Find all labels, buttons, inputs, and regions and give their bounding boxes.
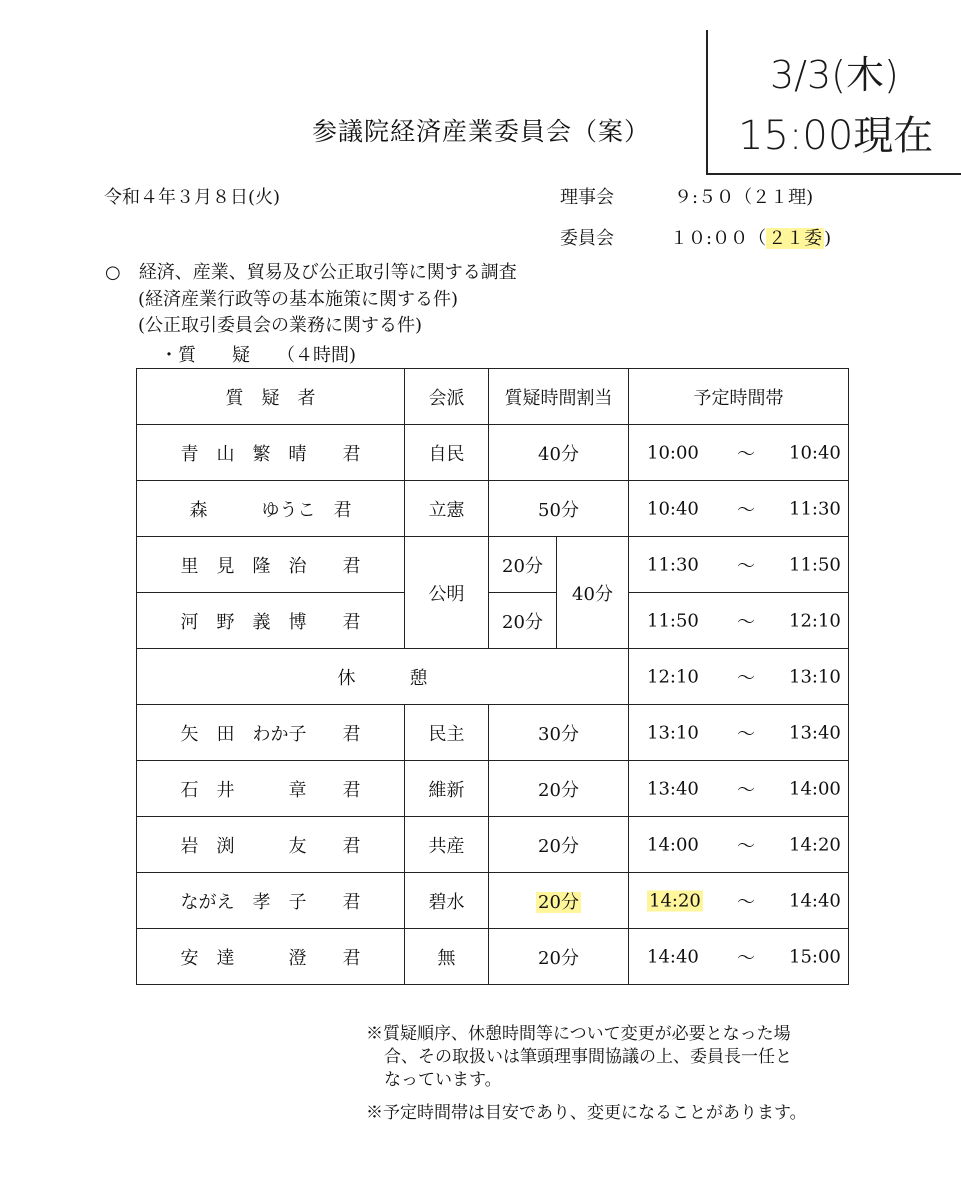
header-schedule: 予定時間帯 <box>629 369 849 425</box>
allotted-time: 20分 <box>489 929 629 985</box>
start-time: 14:40 <box>647 946 699 967</box>
time-separator: ～ <box>737 947 755 969</box>
handwritten-time: 15:00現在 <box>738 113 934 159</box>
time-slot <box>629 929 849 985</box>
start-time: 10:00 <box>647 442 699 463</box>
questioner-name: 安 達 澄 君 <box>137 929 405 985</box>
time-slot <box>629 537 849 593</box>
table-row-break <box>137 649 849 705</box>
end-time: 13:10 <box>789 666 841 687</box>
start-time-highlight: 14:20 <box>649 890 701 911</box>
time-separator: ～ <box>737 499 755 521</box>
allotted-time <box>489 873 629 929</box>
table-header-row <box>137 369 849 425</box>
party: 共産 <box>405 817 489 873</box>
end-time: 14:00 <box>789 778 841 799</box>
group-allotted-time: 40分 <box>557 537 629 649</box>
party: 自民 <box>405 425 489 481</box>
start-time: 13:40 <box>647 778 699 799</box>
start-time: 10:40 <box>647 498 699 519</box>
end-time: 13:40 <box>789 722 841 743</box>
table-row <box>137 929 849 985</box>
questioner-name: 青 山 繁 晴 君 <box>137 425 405 481</box>
start-time: 12:10 <box>647 666 699 687</box>
time-slot <box>629 705 849 761</box>
time-separator: ～ <box>737 443 755 465</box>
time-slot <box>629 873 849 929</box>
time-separator: ～ <box>737 835 755 857</box>
time-slot <box>629 761 849 817</box>
party: 碧水 <box>405 873 489 929</box>
time-slot <box>629 649 849 705</box>
table-row <box>137 537 849 593</box>
questioner-name: 岩 渕 友 君 <box>137 817 405 873</box>
party: 公明 <box>405 537 489 649</box>
table-row <box>137 481 849 537</box>
allotted-time: 40分 <box>489 425 629 481</box>
agenda-sub-2: (公正取引委員会の業務に関する件) <box>138 315 423 336</box>
agenda-item: ○ 経済、産業、貿易及び公正取引等に関する調査 <box>105 262 517 283</box>
break-label: 休 憩 <box>137 649 629 705</box>
handwritten-date: 3/3(木) <box>770 53 899 97</box>
schedule-table <box>136 368 849 985</box>
allotted-time: 20分 <box>489 817 629 873</box>
questioner-name: 矢 田 わか子 君 <box>137 705 405 761</box>
questioner-name: ながえ 孝 子 君 <box>137 873 405 929</box>
party: 維新 <box>405 761 489 817</box>
questioner-name: 里 見 隆 治 君 <box>137 537 405 593</box>
start-time: 14:00 <box>647 834 699 855</box>
header-allotted: 質疑時間割当 <box>489 369 629 425</box>
committee-room-highlight: ２１委 <box>768 228 823 249</box>
allotted-time-highlight: 20分 <box>538 891 579 913</box>
table-row <box>137 593 849 649</box>
time-separator: ～ <box>737 667 755 689</box>
end-time: 14:40 <box>789 890 841 911</box>
time-slot <box>629 481 849 537</box>
note-1-line-2: 合、その取扱いは筆頭理事間協議の上、委員長一任と <box>384 1047 792 1067</box>
end-time: 10:40 <box>789 442 841 463</box>
agenda-sub-1: (経済産業行政等の基本施策に関する件) <box>138 289 459 310</box>
note-2: ※予定時間帯は目安であり、変更になることがあります。 <box>366 1103 807 1123</box>
time-separator: ～ <box>737 555 755 577</box>
board-label: 理事会 <box>560 187 614 208</box>
questioner-name: 河 野 義 博 君 <box>137 593 405 649</box>
time-separator: ～ <box>737 611 755 633</box>
party: 無 <box>405 929 489 985</box>
table-row <box>137 425 849 481</box>
party: 民主 <box>405 705 489 761</box>
table-row <box>137 873 849 929</box>
end-time: 12:10 <box>789 610 841 631</box>
start-time: 11:30 <box>647 554 699 575</box>
header-questioner: 質 疑 者 <box>137 369 405 425</box>
time-slot <box>629 817 849 873</box>
note-1-line-3: なっています。 <box>384 1070 502 1090</box>
questioner-name: 石 井 章 君 <box>137 761 405 817</box>
allotted-time: 50分 <box>489 481 629 537</box>
committee-label: 委員会 <box>560 228 614 249</box>
document-title: 参議院経済産業委員会（案） <box>312 117 651 146</box>
questioner-name: 森 ゆうこ 君 <box>137 481 405 537</box>
committee-time: １０:００（ ２１委 ) <box>670 228 832 249</box>
note-1-line-1: ※質疑順序、休憩時間等について変更が必要となった場 <box>366 1024 791 1044</box>
table-row <box>137 705 849 761</box>
board-time: ９:５０（２１理) <box>674 187 814 208</box>
allotted-time: 20分 <box>489 761 629 817</box>
time-slot <box>629 425 849 481</box>
end-time: 14:20 <box>789 834 841 855</box>
time-slot <box>629 593 849 649</box>
start-time: 11:50 <box>647 610 699 631</box>
qa-duration: ・質 疑 （４時間) <box>160 345 357 366</box>
start-time: 13:10 <box>647 722 699 743</box>
end-time: 11:30 <box>789 498 841 519</box>
allotted-time: 20分 <box>489 593 557 649</box>
meeting-date: 令和４年３月８日(火) <box>104 187 281 208</box>
party: 立憲 <box>405 481 489 537</box>
table-row <box>137 761 849 817</box>
table-row <box>137 817 849 873</box>
allotted-time: 20分 <box>489 537 557 593</box>
time-separator: ～ <box>737 779 755 801</box>
end-time: 11:50 <box>789 554 841 575</box>
header-party: 会派 <box>405 369 489 425</box>
end-time: 15:00 <box>789 946 841 967</box>
time-separator: ～ <box>737 723 755 745</box>
allotted-time: 30分 <box>489 705 629 761</box>
time-separator: ～ <box>737 891 755 913</box>
